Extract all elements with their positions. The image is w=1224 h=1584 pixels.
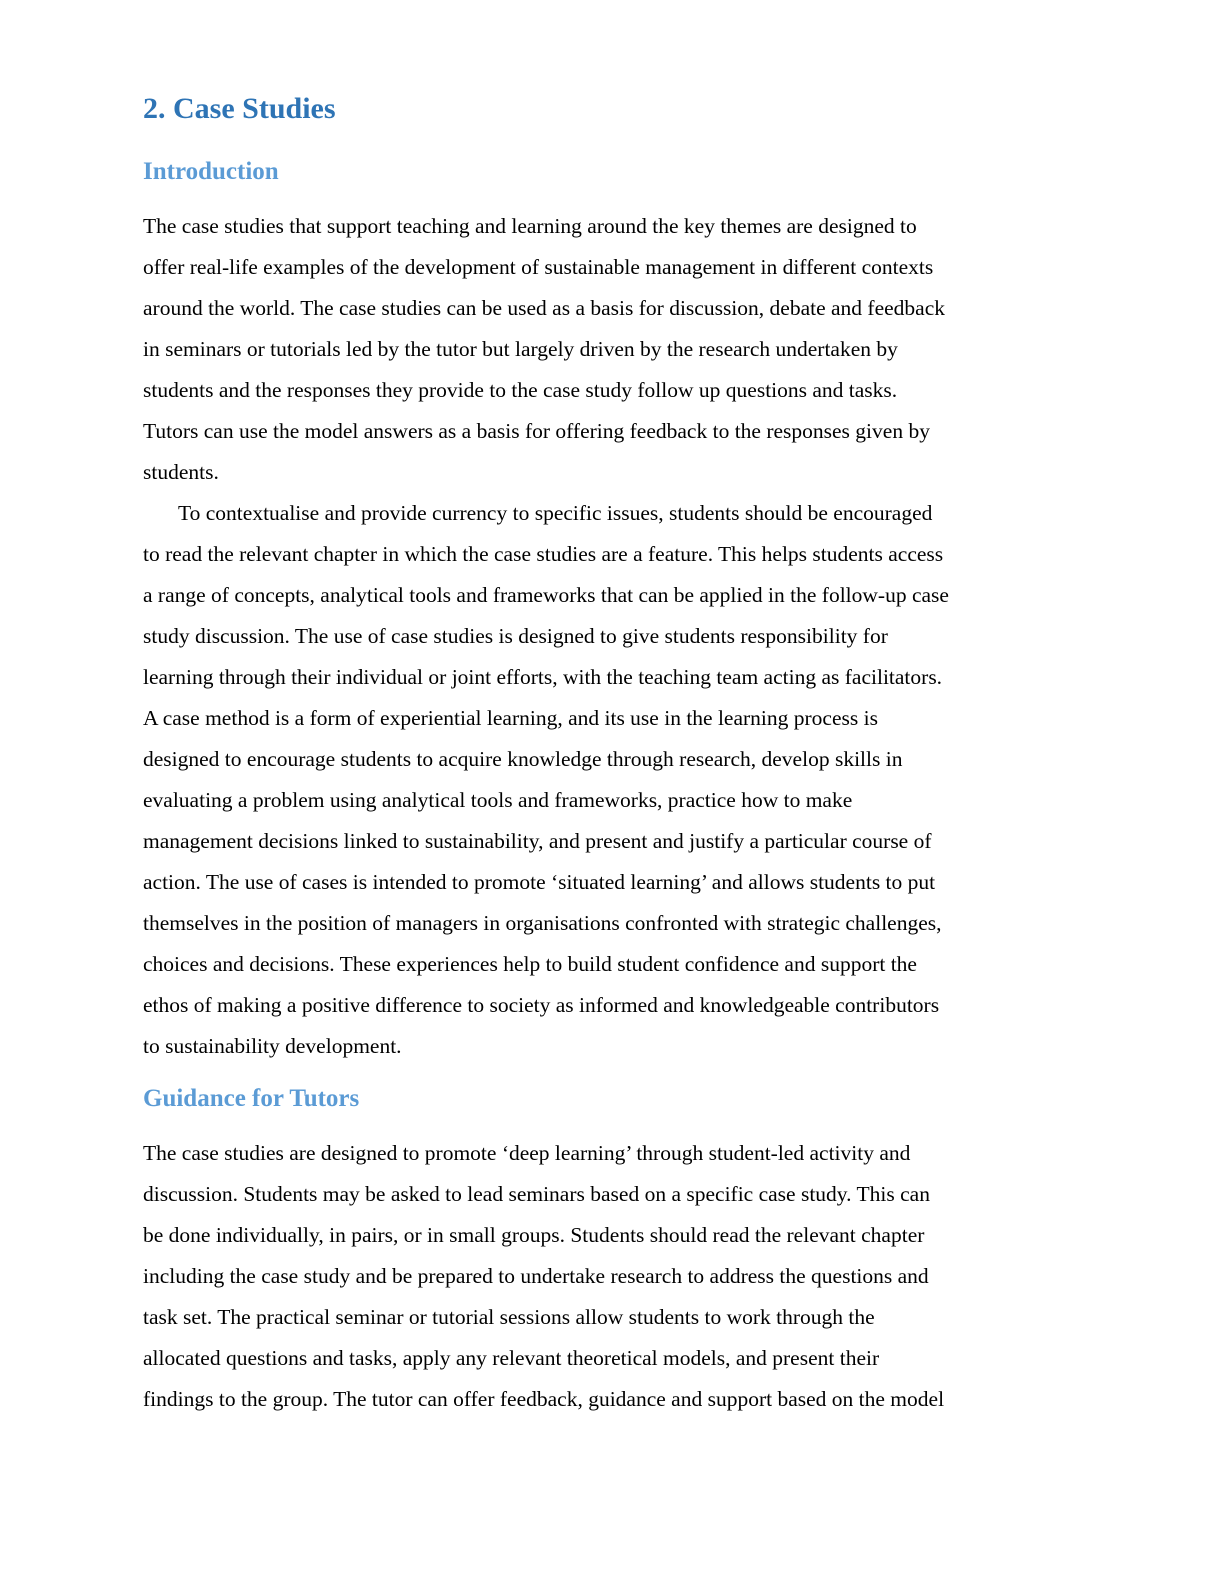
page-title: 2. Case Studies bbox=[143, 92, 336, 125]
introduction-paragraph-2: To contextualise and provide currency to specific issues, students should be encouraged to read the relevant chapter in which the case studies are a feature. This helps students access a range of concepts, analytical tools and frameworks that can be applied in the follow-up case study discussion. The use of case studies is designed to give students responsibility for learning through their individual or joint efforts, with the teaching team acting as facilitators. A case method is a form of experiential learning, and its use in the learning process is designed to encourage students to acquire knowledge through research, develop skills in evaluating a problem using analytical tools and frameworks, practice how to make management decisions linked to sustainability, and present and justify a particular course of action. The use of cases is intended to promote ‘situated learning’ and allows students to put themselves in the position of managers in organisations confronted with strategic challenges, choices and decisions. These experiences help to build student confidence and support the ethos of making a positive difference to society as informed and knowledgeable contributors to sustainability development. bbox=[143, 501, 949, 1058]
document-page bbox=[143, 86, 1043, 1420]
introduction-heading: Introduction bbox=[143, 158, 279, 185]
guidance-paragraph-1: The case studies are designed to promote ‘deep learning’ through student-led activity and discussion. Students may be asked to lead seminars based on a specific case study. This can be done individually, in pairs, or in small groups. Students should read the relevant chapter including the case study and be prepared to undertake research to address the questions and task set. The practical seminar or tutorial sessions allow students to work through the allocated questions and tasks, apply any relevant theoretical models, and present their findings to the group. The tutor can offer feedback, guidance and support based on the model bbox=[143, 1141, 945, 1411]
guidance-heading: Guidance for Tutors bbox=[143, 1085, 360, 1112]
introduction-paragraph-1: The case studies that support teaching and learning around the key themes are designed to offer real-life examples of the development of sustainable management in different contexts around the world. The case studies can be used as a basis for discussion, debate and feedback in seminars or tutorials led by the tutor but largely driven by the research undertaken by students and the responses they provide to the case study follow up questions and tasks. Tutors can use the model answers as a basis for offering feedback to the responses given by students. bbox=[143, 214, 946, 484]
